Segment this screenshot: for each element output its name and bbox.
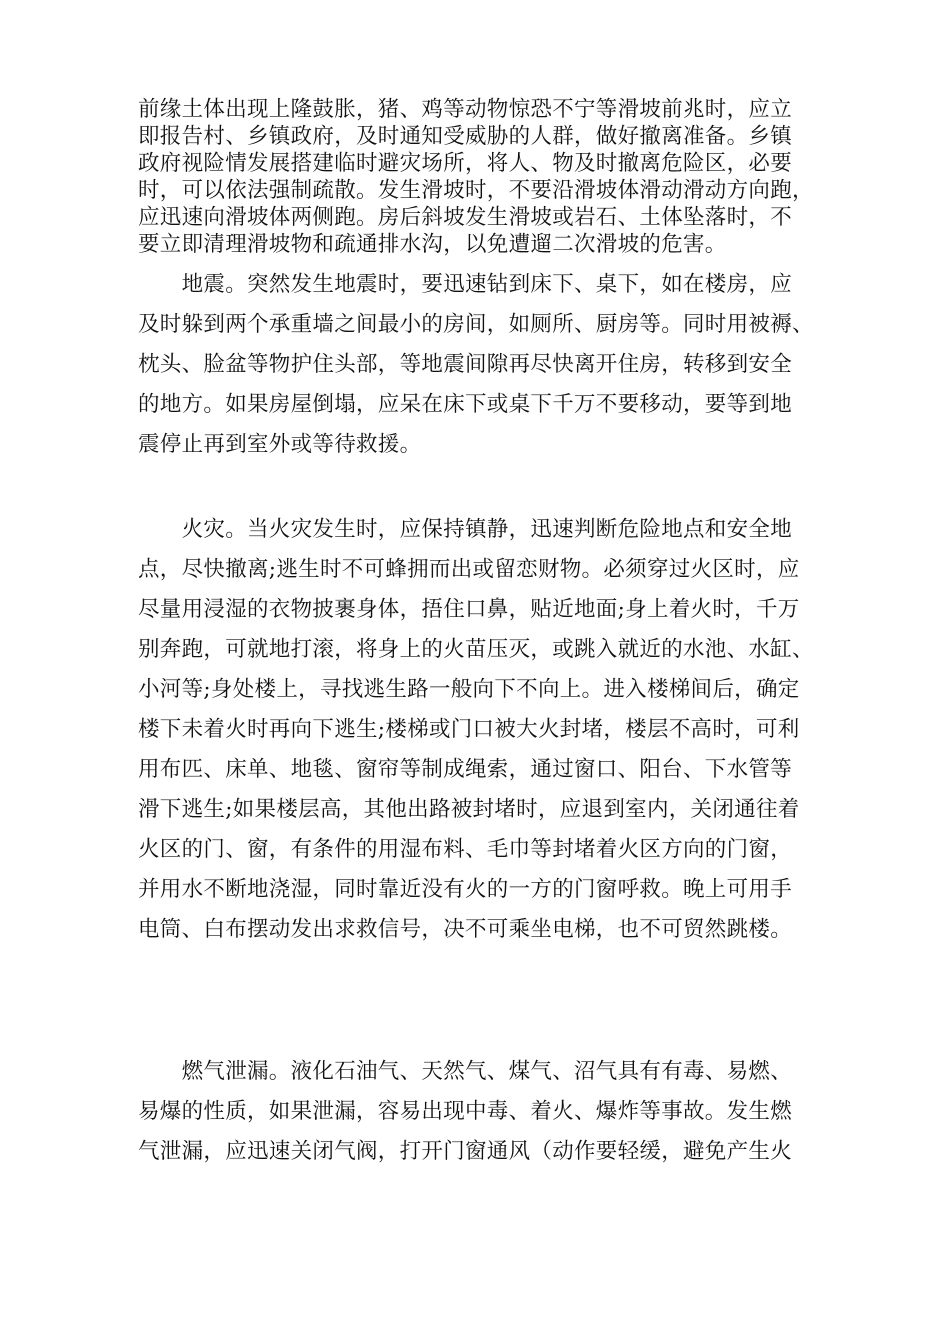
text-line: 要立即清理滑坡物和疏通排水沟，以免遭遛二次滑坡的危害。 [138, 232, 727, 257]
text-line: 的地方。如果房屋倒塌，应呆在床下或桌下千万不要移动，要等到地 [138, 392, 793, 417]
text-line: 震停止再到室外或等待救援。 [138, 432, 422, 457]
text-line: 及时躲到两个承重墙之间最小的房间，如厕所、厨房等。同时用被褥、 [138, 312, 814, 337]
text-line: 燃气泄漏。液化石油气、天然气、煤气、沼气具有有毒、易燃、 [138, 1059, 793, 1084]
text-line: 点，尽快撤离;逃生时不可蜂拥而出或留恋财物。必须穿过火区时，应 [138, 557, 800, 582]
text-line: 并用水不断地浇湿，同时靠近没有火的一方的门窗呼救。晚上可用手 [138, 877, 793, 902]
text-line: 即报告村、乡镇政府，及时通知受威胁的人群，做好撤离准备。乡镇 [138, 124, 793, 149]
paragraph-gas-leak [138, 1052, 818, 1172]
paragraph-fire [138, 510, 818, 950]
text-line: 用布匹、床单、地毯、窗帘等制成绳索，通过窗口、阳台、下水管等 [138, 757, 793, 782]
text-line: 应迅速向滑坡体两侧跑。房后斜坡发生滑坡或岩石、土体坠落时，不 [138, 205, 793, 230]
text-line: 火灾。当火灾发生时，应保持镇静，迅速判断危险地点和安全地 [138, 517, 793, 542]
text-line: 地震。突然发生地震时，要迅速钻到床下、桌下，如在楼房，应 [138, 272, 793, 297]
text-line: 楼下未着火时再向下逃生;楼梯或门口被大火封堵，楼层不高时，可利 [138, 717, 800, 742]
text-line: 火区的门、窗，有条件的用湿布料、毛巾等封堵着火区方向的门窗， [138, 837, 793, 862]
text-line: 尽量用浸湿的衣物披裹身体，捂住口鼻，贴近地面;身上着火时，千万 [138, 597, 800, 622]
text-line: 枕头、脸盆等物护住头部，等地震间隙再尽快离开住房，转移到安全 [138, 352, 793, 377]
text-line: 滑下逃生;如果楼层高，其他出路被封堵时，应退到室内，关闭通往着 [138, 797, 800, 822]
text-line: 别奔跑，可就地打滚，将身上的火苗压灭，或跳入就近的水池、水缸、 [138, 637, 814, 662]
text-line: 易爆的性质，如果泄漏，容易出现中毒、着火、爆炸等事故。发生燃 [138, 1099, 793, 1124]
text-line: 气泄漏，应迅速关闭气阀，打开门窗通风（动作要轻缓，避免产生火 [138, 1139, 793, 1164]
text-line: 时，可以依法强制疏散。发生滑坡时，不要沿滑坡体滑动滑动方向跑， [138, 178, 814, 203]
text-line: 政府视险情发展搭建临时避灾场所，将人、物及时撤离危险区，必要 [138, 151, 793, 176]
paragraph-landslide [138, 96, 818, 258]
text-line: 小河等;身处楼上，寻找逃生路一般向下不向上。进入楼梯间后，确定 [138, 677, 800, 702]
paragraph-earthquake [138, 265, 818, 465]
text-line: 前缘土体出现上隆鼓胀，猪、鸡等动物惊恐不宁等滑坡前兆时，应立 [138, 97, 793, 122]
text-line: 电筒、白布摆动发出求救信号，决不可乘坐电梯，也不可贸然跳楼。 [138, 917, 793, 942]
